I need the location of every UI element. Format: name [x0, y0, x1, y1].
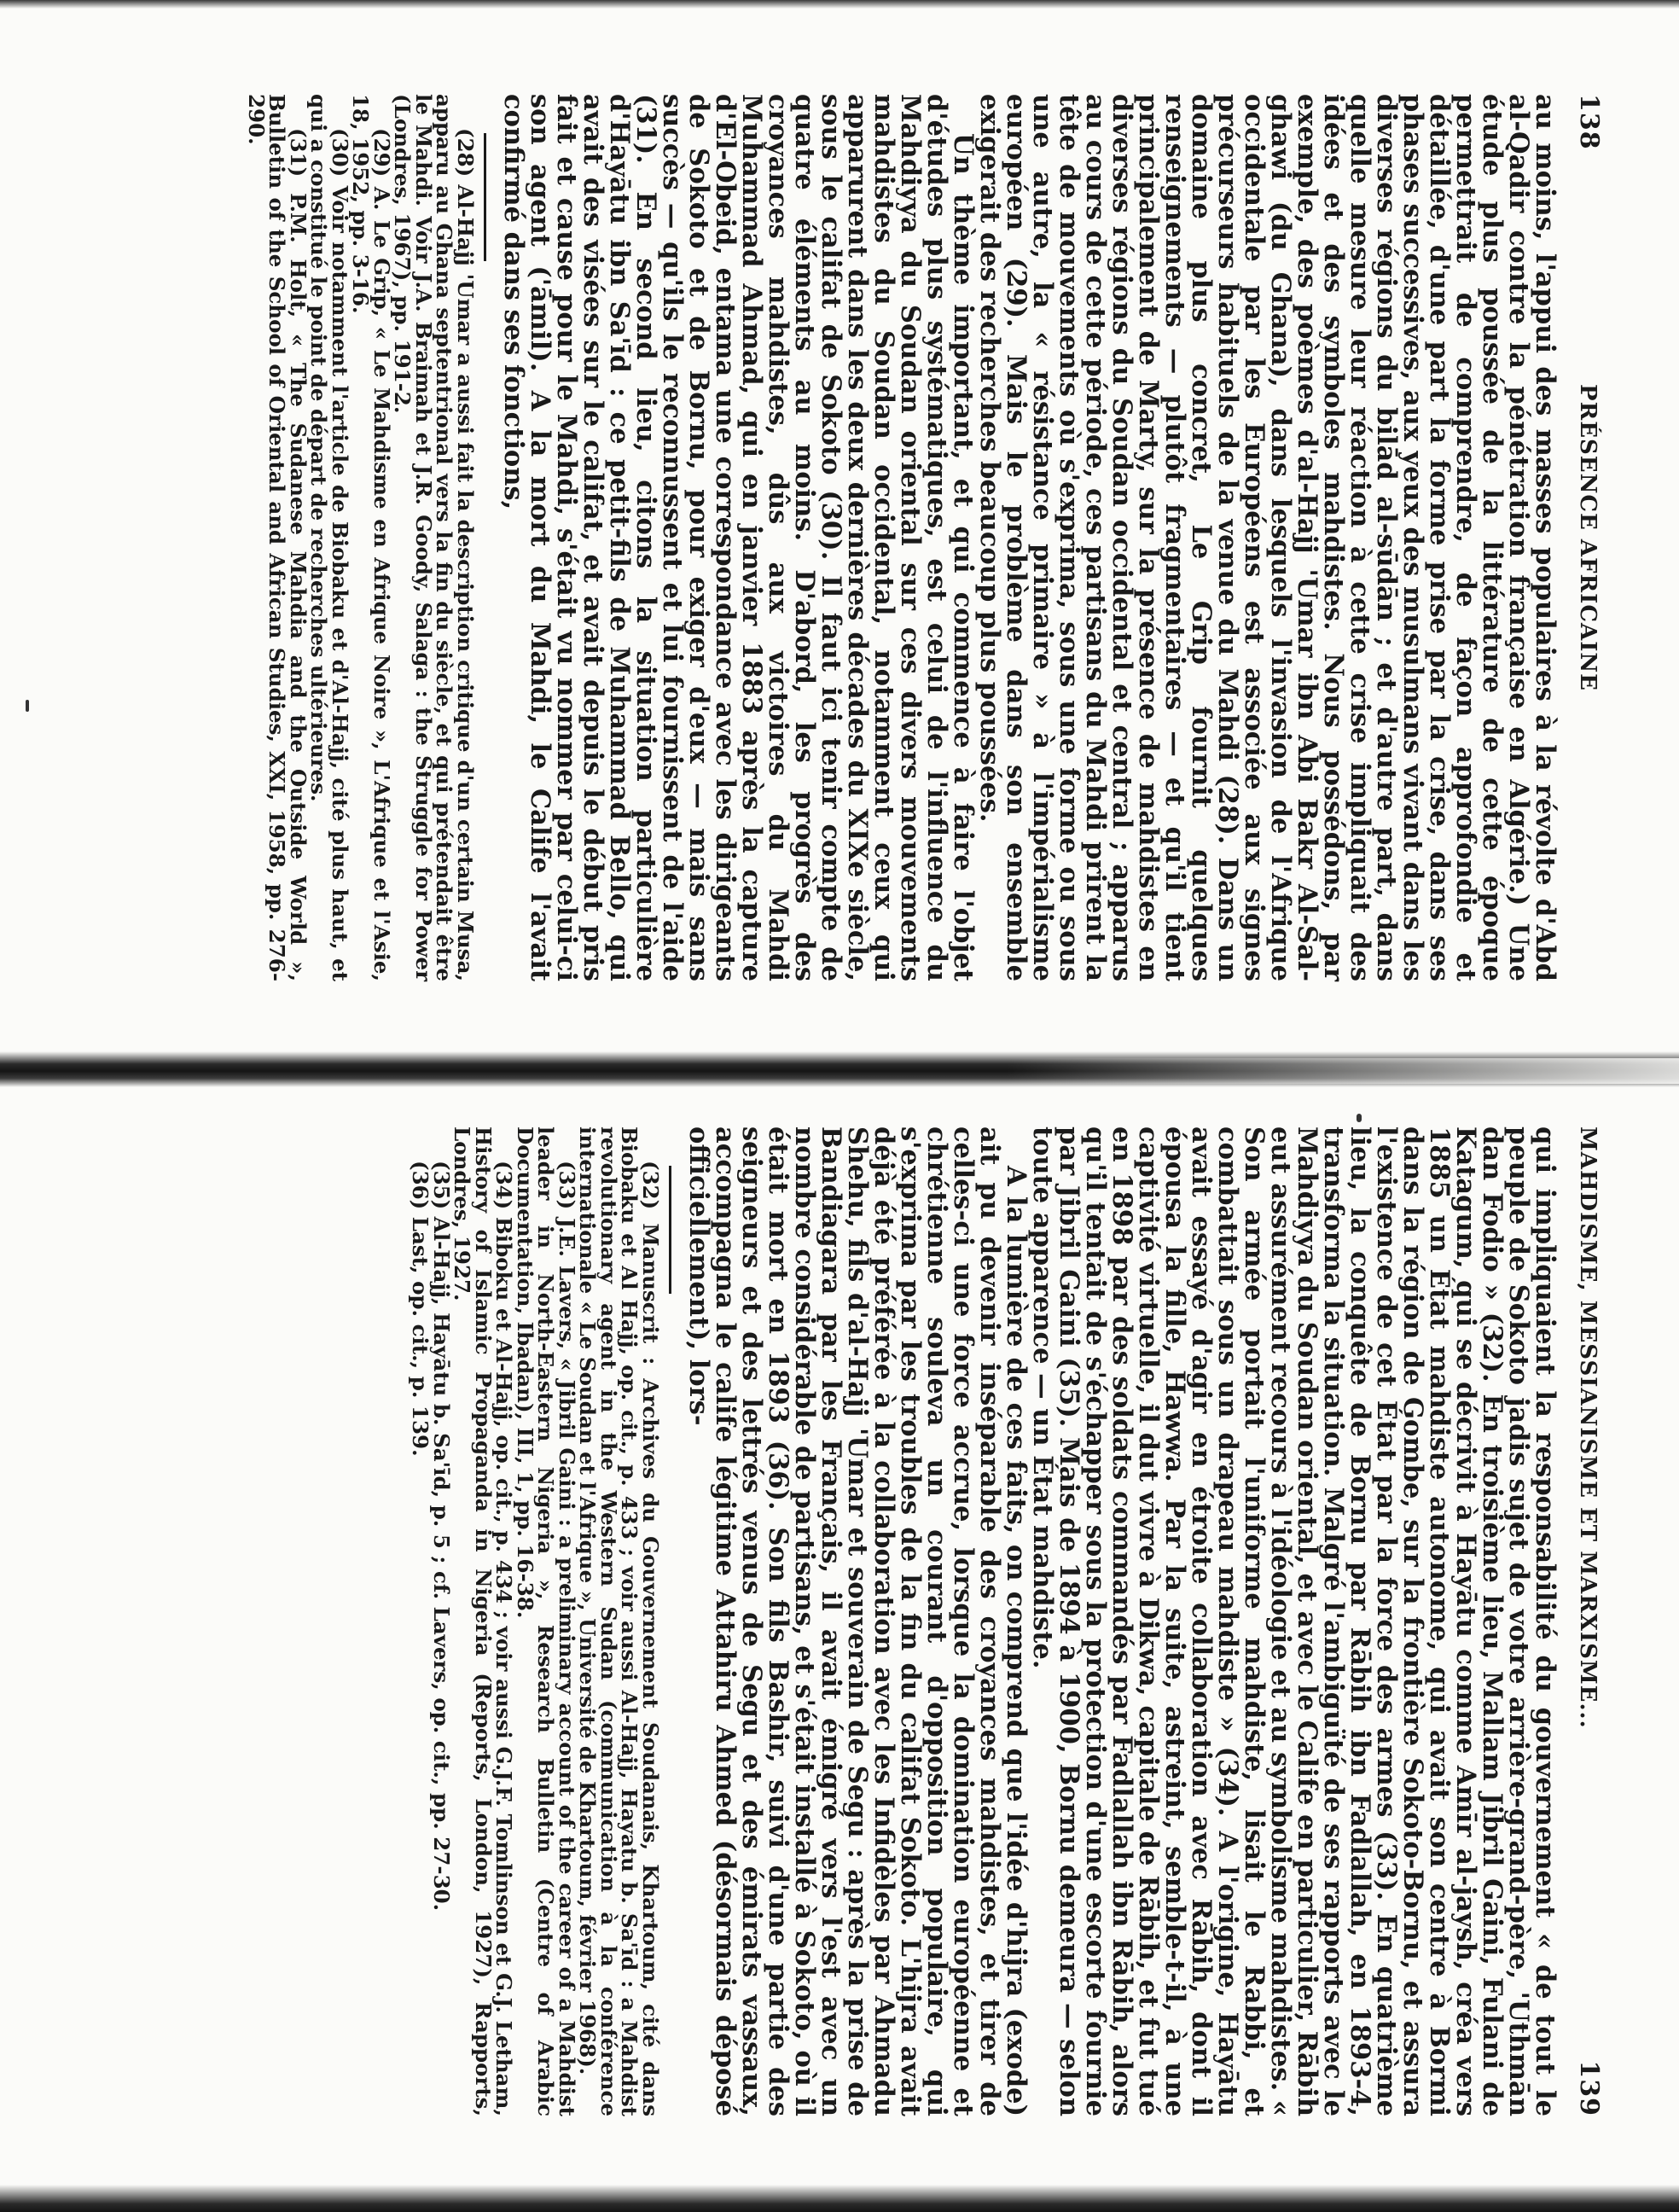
footnotes: [246, 94, 476, 981]
scanner-bottom-edge: [0, 2185, 1679, 2212]
paragraph: A la lumière de ces faits, on comprend que l'idée d'hijra (exode) ait pu devenir inséparable des croyances mahdistes, et tirer de celles-ci une force accrue, lorsque la domination européenne et chrétienne souleva un courant d'opposition populaire, qui s'exprima par les troubles de la fin du califat Sokoto. L'hijra avait déjà été préférée à la collaboration avec les Infidèles par Ahmadu Shehu, fils d'al-Hajj 'Umar et souverain de Segu : après la prise de Bandiagara par les Français, il avait émigré vers l'est avec un nombre considérable de partisans, et s'était installé à Sokoto, où il était mort en 1893 (36). Son fils Bashir, suivi d'une partie des seigneurs et des lettrés venus de Segu et des émirats vassaux, accompagna le calife légitime Attahiru Ahmed (désormais déposé officiellement), lors-: [683, 1126, 1031, 2116]
footnote: (35) Al-Hajj, Hayātu b. Sa'īd, p. 5 ; cf. Lavers, op. cit., pp. 27-30.: [429, 1161, 454, 1912]
footnote: (36) Last, op. cit., p. 139.: [408, 1161, 433, 1457]
footnote-rule: [484, 133, 486, 261]
footnote: (30) Voir notamment l'article de Biobaku et d'Al-Hajj, cité plus haut, et qui a constitué le point de départ de recherches ultérieures.: [306, 94, 352, 981]
footnote: (33) J.E. Lavers, « Jibril Gaini : a preliminary account of the career of a Mahdist leader in North-Eastern Nigeria », Research Bulletin (Centre of Arabic Documentation, Ibadan), III, 1, pp. 16-38.: [513, 1126, 579, 2116]
paragraph: qui impliquaient la responsabilité du gouvernement « de tout le peuple de Sokoto jadis sujet de votre arrière-grand-père, 'Uthmān dan Fodio » (32). En troisième lieu, Mallam Jibril Gaini, Fulani de Katagum, qui se décrivit à Hayātu comme Amīr al-jaysh, créa vers 1885 un État mahdiste autonome, qui avait son centre à Bormi dans la région de Gombe, sur la frontière Sokoto-Bornu, et assura l'existence de cet État par la force des armes (33). En quatrième lieu, la conquête de Bornu par Rābih ibn Fadlallah, en 1893-4, transforma la situation. Malgré l'ambiguïté de ses rapports avec le Mahdiyya du Soudan oriental, et avec le Calife en particulier, Rābih eut assurément recours à l'idéologie et au symbolisme mahdistes. « Son armée portait l'uniforme mahdiste, lisait le Rabbi, et combattait sous un drapeau mahdiste » (34). A l'origine, Hayātu avait essayé d'agir en étroite collaboration avec Rābih, dont il épousa la fille, Hawwa. Par la suite, astreint, semble-t-il, à une captivité virtuelle, il dut vivre à Dikwa, capitale de Rābih, et fut tué en 1898 par des soldats commandés par Fadlallah ibn Rābih, alors qu'il tentait de s'échapper sous la protection d'une escorte fournie par Jibril Gaini (35). Mais de 1894 à 1900, Bornu demeura — selon toute apparence — un État mahdiste.: [1027, 1126, 1560, 2116]
footnote-rule: [669, 1166, 671, 1294]
gutter-fade: [1007, 1058, 1679, 1084]
paragraph: au moins, l'appui des masses populaires à la révolte d'Abd al-Qadir contre la pénétration française en Algérie.) Une étude plus poussée de la littérature de cette époque permettrait de comprendre, de façon approfondie et détaillée, d'une part la forme prise par la crise, dans ses phases successives, aux yeux des musulmans vivant dans les diverses régions du bilād al-sūdān ; et d'autre part, dans quelle mesure leur réaction à cette crise impliquait des idées et des symboles mahdistes. Nous possédons, par exemple, des poèmes d'al-Hajj 'Umar ibn Abi Bakr Al-Sal- ghawi (du Ghana), dans lesquels l'invasion de l'Afrique occidentale par les Européens est associée aux signes précurseurs habituels de la venue du Mahdi (28). Dans un domaine plus concret, Le Grip fournit quelques renseignements — plutôt fragmentaires — et qu'il tient principalement de Marty, sur la présence de mahdistes en diverses régions du Soudan occidental et central ; apparus au cours de cette période, ces partisans du Mahdi prirent la tête de mouvements où s'exprima, sous une forme ou sous une autre, la « résistance primaire » à l'impérialisme européen (29). Mais le problème dans son ensemble exigerait des recherches beaucoup plus poussées.: [974, 94, 1560, 981]
running-title: PRÉSENCE AFRICAINE: [1575, 384, 1601, 691]
body-text: [500, 94, 1558, 981]
ink-speck: [1357, 1114, 1362, 1122]
running-head: [1558, 94, 1604, 981]
body-text: [685, 1126, 1558, 2116]
footnote: (29) A. Le Grip, « Le Mahdisme en Afrique Noire », L'Afrique et l'Asie, 18, 1952, pp. 3-16.: [348, 94, 394, 981]
page-138: [102, 94, 1604, 981]
footnote: (28) Al-Hajj 'Umar a aussi fait la description critique d'un certain Musa, apparu au Ghana septentrional vers la fin du siècle, et qui prétendait être le Mahdi. Voir J.A. Braimah et J.R. Goody, Salaga : the Struggle for Power (Londres, 1967), pp. 191-2.: [390, 94, 478, 981]
footnote: (34) Biboku et Al-Hajj, op. cit., p. 434 ; voir aussi G.J.F. Tomlinson et G.J. Letham, History of Islamic Propaganda in Nigeria (Reports, London, 1927), Rapports, Londres, 1927.: [450, 1126, 517, 2116]
scanner-top-edge: [0, 0, 1679, 9]
running-head: [1558, 1126, 1604, 2116]
footnotes: [408, 1126, 663, 2116]
page-139: [102, 1126, 1604, 2116]
footnote: (32) Manuscrit : Archives du Gouvernement Soudanais, Khartoum, cité dans Biobaku et Al Hajj, op. cit., p. 433 ; voir aussi Al-Hajj, Hayatu b. Sa'īd : a Mahdist revolutionary agent in the Western Sudan (communication à la conférence internationale « Le Soudan et l'Afrique », Université de Khartoum, février 1968).: [575, 1126, 663, 2116]
ink-speck: [26, 700, 29, 712]
footnote: (31) P.M. Holt, « The Sudanese Mahdia and the Outside World », Bulletin of the School of Oriental and African Studies, XXI, 1958, pp. 276-290.: [244, 94, 311, 981]
page-number: 138: [1574, 94, 1604, 150]
paragraph: Un thème important, et qui commence à faire l'objet d'études plus systématiques, est celui de l'influence du Mahdiyya du Soudan oriental sur ces divers mouvements mahdistes du Soudan occidental, notamment ceux qui apparurent dans les deux dernières décades du XIXe siècle, sous le califat de Sokoto (30). Il faut ici tenir compte de quatre éléments au moins. D'abord, les progrès des croyances mahdistes, dûs aux victoires du Mahdi Muhammad Ahmad, qui en janvier 1883 après la capture d'El-Obeid, entama une correspondance avec les dirigeants de Sokoto et de Bornu, pour exiger d'eux — mais sans succès — qu'ils le reconnussent et lui fournissent de l'aide (31). En second lieu, citons la situation particulière d'Hayātu ibn Sa'īd : ce petit-fils de Muhammad Bello, qui avait des visées sur le califat, et avait depuis le début pris fait et cause pour le Mahdi, s'était vu nommer par celui-ci son agent ('āmil). A la mort du Mahdi, le Calife l'avait confirmé dans ses fonctions,: [498, 94, 979, 981]
page-number: 139: [1574, 2060, 1604, 2116]
running-title: MAHDISME, MESSIANISME ET MARXISME...: [1575, 1126, 1601, 1729]
